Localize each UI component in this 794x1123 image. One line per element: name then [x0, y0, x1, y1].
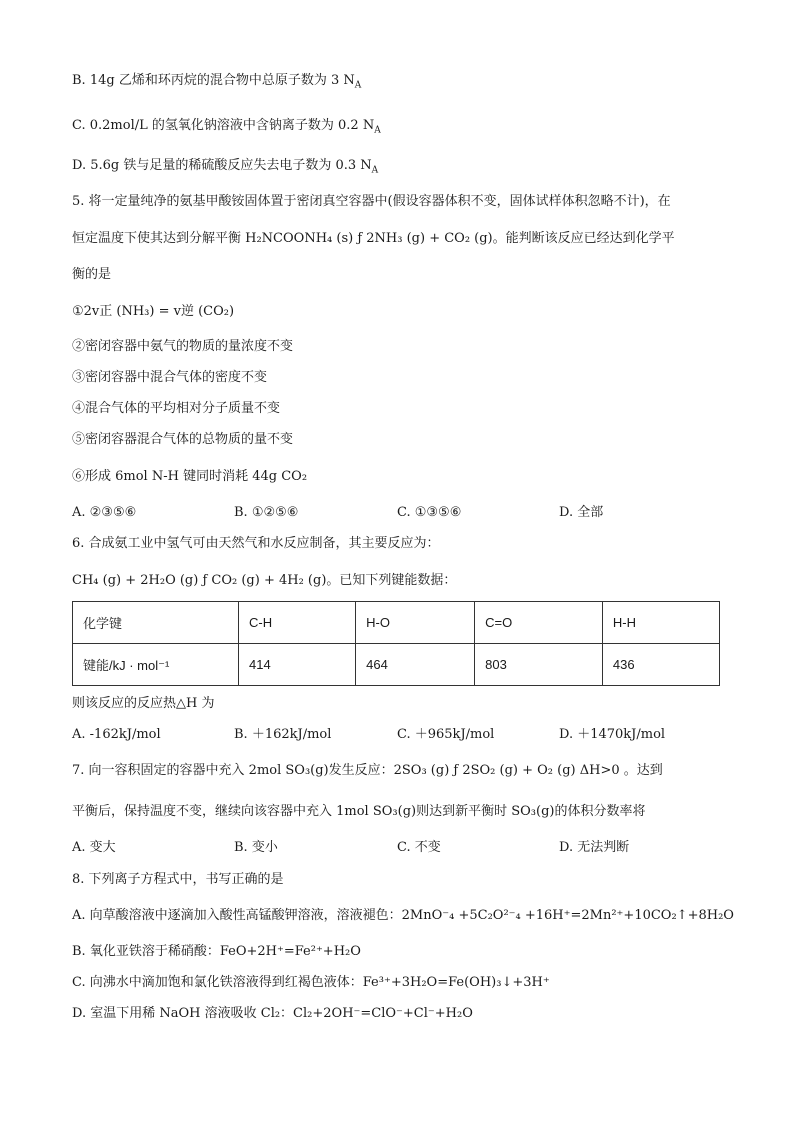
q7-options [72, 839, 722, 857]
q8-option-d: D. 室温下用稀 NaOH 溶液吸收 Cl₂：Cl₂+2OH⁻=ClO⁻+Cl⁻+H₂O [72, 1006, 473, 1021]
table-cell: 414 [239, 644, 356, 686]
bond-energy-table [72, 601, 720, 686]
q8-option-a: A. 向草酸溶液中逐滴加入酸性高锰酸钾溶液，溶液褪色：2MnO⁻₄ +5C₂O²⁻₄ +16H⁺=2Mn²⁺+10CO₂↑+8H₂O [72, 908, 734, 923]
q8-option-c: C. 向沸水中滴加饱和氯化铁溶液得到红褐色液体：Fe³⁺+3H₂O=Fe(OH)₃↓+3H⁺ [72, 975, 550, 990]
q7-stem-line1: 7. 向一容积固定的容器中充入 2mol SO₃(g)发生反应：2SO₃ (g) ƒ 2SO₂ (g) + O₂ (g) ΔH>0 。达到 [72, 763, 663, 778]
q4-option-d: D. 5.6g 铁与足量的稀硫酸反应失去电子数为 0.3 $N_A$ [72, 158, 379, 176]
table-row-label: 键能/kJ · mol⁻¹ [73, 644, 239, 686]
q4-option-b: B. 14g 乙烯和环丙烷的混合物中总原子数为 3 $N_A$ [72, 73, 362, 91]
q6-option-a: A. -162kJ/mol [72, 727, 161, 742]
table-header-cell: C-H [239, 602, 356, 644]
q5-statement-6: ⑥形成 6mol N-H 键同时消耗 44g CO₂ [72, 469, 308, 484]
q7-stem-line2: 平衡后，保持温度不变，继续向该容器中充入 1mol SO₃(g)则达到新平衡时 SO₃(g)的体积分数率将 [72, 804, 646, 819]
q5-statement-2: ②密闭容器中氨气的物质的量浓度不变 [72, 339, 294, 354]
q5-stem-line3: 衡的是 [72, 267, 112, 282]
q5-option-c: C. ①③⑤⑥ [397, 505, 462, 520]
q7-option-b: B. 变小 [234, 840, 278, 855]
table-cell: 436 [602, 644, 719, 686]
table-header-cell: H-O [356, 602, 475, 644]
q5-statement-4: ④混合气体的平均相对分子质量不变 [72, 401, 281, 416]
q8-stem: 8. 下列离子方程式中，书写正确的是 [72, 872, 284, 887]
table-cell: 464 [356, 644, 475, 686]
table-header-cell: C=O [475, 602, 603, 644]
table-header-cell: 化学键 [73, 602, 239, 644]
q5-statement-3: ③密闭容器中混合气体的密度不变 [72, 370, 268, 385]
q5-stem-line1: 5. 将一定量纯净的氨基甲酸铵固体置于密闭真空容器中(假设容器体积不变，固体试样体积忽略不计)，在 [72, 194, 671, 209]
table-row [73, 644, 720, 686]
q5-option-a: A. ②③⑤⑥ [72, 505, 137, 520]
q5-stem-line2: 恒定温度下使其达到分解平衡 H₂NCOONH₄ (s) ƒ 2NH₃ (g) + CO₂ (g)。能判断该反应已经达到化学平 [72, 231, 675, 246]
q4-option-c: C. 0.2mol/L 的氢氧化钠溶液中含钠离子数为 0.2 $N_A$ [72, 118, 381, 136]
q6-options [72, 726, 722, 744]
table-cell: 803 [475, 644, 603, 686]
q8-option-b: B. 氧化亚铁溶于稀硝酸：FeO+2H⁺=Fe²⁺+H₂O [72, 944, 361, 959]
q7-option-c: C. 不变 [397, 840, 441, 855]
q5-statement-5: ⑤密闭容器混合气体的总物质的量不变 [72, 432, 294, 447]
q6-stem-line2: CH₄ (g) + 2H₂O (g) ƒ CO₂ (g) + 4H₂ (g)。已知下列键能数据： [72, 573, 457, 588]
q6-option-b: B. ＋162kJ/mol [234, 727, 332, 742]
q7-option-d: D. 无法判断 [559, 840, 630, 855]
q7-option-a: A. 变大 [72, 840, 116, 855]
table-row [73, 602, 720, 644]
q6-option-d: D. ＋1470kJ/mol [559, 727, 666, 742]
q6-question: 则该反应的反应热△H 为 [72, 696, 215, 711]
q6-option-c: C. ＋965kJ/mol [397, 727, 495, 742]
q5-option-b: B. ①②⑤⑥ [234, 505, 299, 520]
table-header-cell: H-H [602, 602, 719, 644]
q6-stem-line1: 6. 合成氨工业中氢气可由天然气和水反应制备，其主要反应为： [72, 536, 440, 551]
q5-option-d: D. 全部 [559, 505, 604, 520]
q5-statement-1: ①2v正 (NH₃) = v逆 (CO₂) [72, 304, 235, 319]
q5-options [72, 504, 722, 522]
